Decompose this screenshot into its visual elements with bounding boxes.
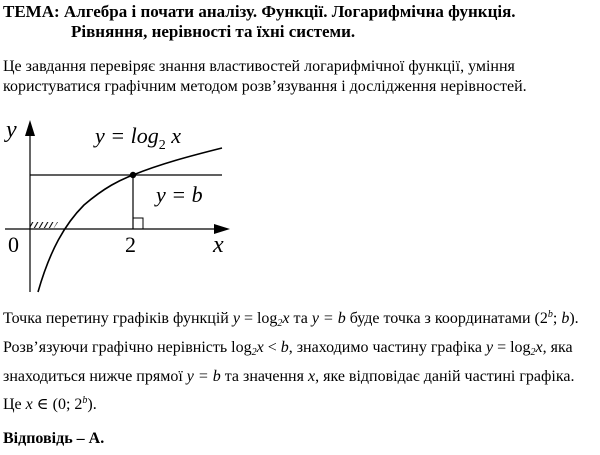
log-graph xyxy=(0,108,240,300)
answer-text: Відповідь – А. xyxy=(3,430,105,447)
intro-paragraph: Це завдання перевіряє знання властивостей логарифмічної функції, уміння користуватися графічним методом розв’язування і дослідження нерівностей. xyxy=(3,58,527,95)
text-segment: Точка перетину графіків функцій xyxy=(3,310,233,327)
math-var: x xyxy=(25,396,33,413)
text-segment: ). xyxy=(87,396,97,413)
math-var: x xyxy=(535,339,543,356)
log-base: 2 xyxy=(277,318,283,329)
exponent: b xyxy=(547,309,553,320)
curve-label-base: 2 xyxy=(158,138,166,153)
curve-label-var: x xyxy=(165,123,181,148)
title-line-1: ТЕМА: Алгебра і почати аналізу. Функції. Логарифмічна функція. xyxy=(3,2,516,21)
page-title xyxy=(3,2,597,42)
text-segment: < xyxy=(263,339,281,356)
x-axis-label: x xyxy=(213,232,224,258)
text-segment: буде точка з координатами (2 xyxy=(345,310,548,327)
y-axis-arrow xyxy=(25,120,35,136)
text-segment: та значення xyxy=(220,368,308,385)
origin-label: 0 xyxy=(8,232,19,257)
math-var: x xyxy=(282,310,290,327)
text-segment: , яке відповідає даній частині графіка. Це xyxy=(3,368,575,413)
curve-label xyxy=(93,123,181,153)
math-var: b xyxy=(280,339,289,356)
exponent: b xyxy=(82,395,88,406)
title-line-2: Рівняння, нерівності та їхні системи. xyxy=(71,22,356,41)
text-segment: = log xyxy=(239,310,278,327)
text-segment: та xyxy=(289,310,312,327)
log-curve xyxy=(38,148,222,292)
text-segment: = log xyxy=(493,339,531,356)
math-var: y xyxy=(485,339,494,356)
text-segment: ; xyxy=(552,310,562,327)
line-label: y = b xyxy=(156,182,203,207)
text-segment: , знаходимо частину графіка xyxy=(288,339,486,356)
math-var: b xyxy=(561,310,570,327)
text-segment: ). Розв’язуючи графічно нерівність log xyxy=(3,310,579,356)
explanation-paragraph xyxy=(3,303,597,417)
x-tick-label: 2 xyxy=(125,232,136,257)
right-angle-mark xyxy=(133,218,143,229)
math-var: y = b xyxy=(186,368,221,385)
math-var: x xyxy=(307,368,316,385)
intersection-point xyxy=(130,172,136,178)
curve-label-prefix: y = log xyxy=(95,123,159,148)
y-axis-label: y xyxy=(6,117,17,143)
log-base: 2 xyxy=(530,347,536,358)
math-var: y = b xyxy=(311,310,346,327)
math-var: y xyxy=(232,310,240,327)
math-var: x xyxy=(256,339,264,356)
text-segment: ∈ (0; 2 xyxy=(32,396,83,413)
text-segment: , яка знаходиться нижче прямої xyxy=(3,339,573,385)
log-base: 2 xyxy=(251,347,257,358)
hatched-region xyxy=(30,221,60,229)
